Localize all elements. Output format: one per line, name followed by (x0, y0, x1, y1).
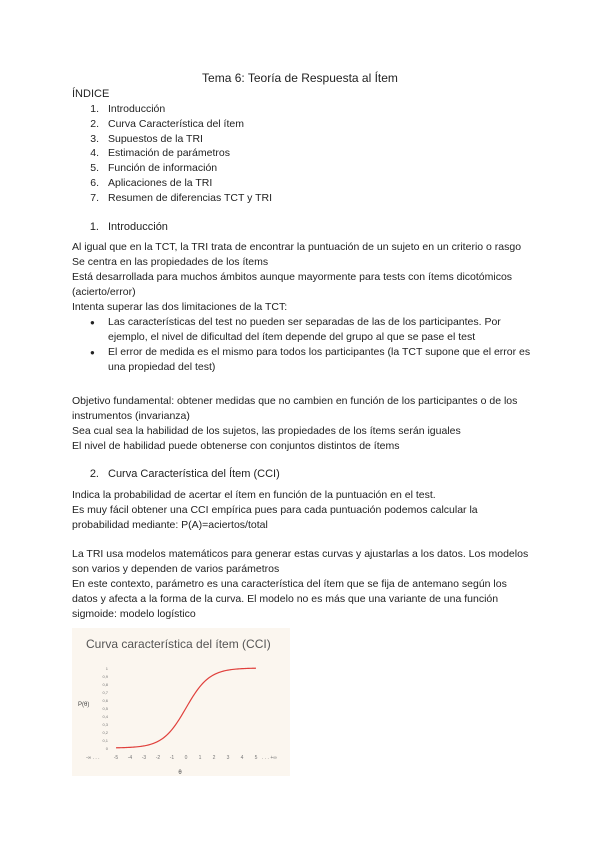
paragraph: La TRI usa modelos matemáticos para generar estas curvas y ajustarlas a los datos. Los modelos son varios y dependen de varios parámetros (72, 548, 529, 575)
index-heading: ÍNDICE (72, 88, 110, 100)
x-tick-label: -4 (127, 755, 133, 761)
x-tick-label: -∞ . . . (86, 755, 100, 761)
paragraph: En este contexto, parámetro es una característica del ítem que se fija de antemano según los datos y afecta a la forma de la curva. El modelo no es más que una variante de una función sigmoide: modelo logístico (72, 578, 507, 620)
x-tick-label: 4 (240, 755, 244, 761)
bullet-item: ● El error de medida es el mismo para todos los participantes (la TCT supone que el error es una propiedad del test) (72, 345, 532, 375)
toc-item: 5. Función de información (90, 162, 218, 175)
chart-title: Curva característica del ítem (CCI) (86, 637, 271, 651)
toc-item: 6. Aplicaciones de la TRI (90, 176, 213, 189)
section-2-body-2 (72, 547, 532, 622)
y-tick-label: 0,3 (102, 722, 108, 727)
paragraph: Objetivo fundamental: obtener medidas que no cambien en función de los participantes o de los instrumentos (invarianza) (72, 395, 518, 422)
x-tick-label: 3 (226, 755, 230, 761)
paragraph: Está desarrollada para muchos ámbitos aunque mayormente para tests con ítems dicotómicos (acierto/error) (72, 271, 513, 298)
toc-item: 1. Introducción (90, 103, 166, 115)
paragraph: Se centra en las propiedades de los ítems (72, 256, 269, 268)
x-axis-label: θ (178, 770, 182, 776)
table-of-contents (72, 102, 272, 206)
x-tick-label: -5 (113, 755, 119, 761)
paragraph: Al igual que en la TCT, la TRI trata de encontrar la puntuación de un sujeto en un criterio o rasgo (72, 241, 522, 253)
icc-chart (72, 628, 290, 776)
y-tick-label: 0 (105, 746, 108, 751)
section-1-heading: 1. Introducción (89, 221, 168, 233)
paragraph: Intenta superar las dos limitaciones de la TCT: (72, 301, 288, 313)
y-tick-label: 0,7 (102, 690, 108, 695)
y-tick-label: 0,1 (102, 738, 108, 743)
x-tick-label: 1 (198, 755, 202, 761)
y-tick-label: 1 (105, 666, 108, 671)
section-1-body-2 (72, 394, 532, 454)
y-tick-label: 0,8 (102, 682, 108, 687)
y-tick-label: 0,9 (102, 674, 108, 679)
toc-item: 2. Curva Característica del ítem (90, 117, 244, 130)
icc-curve-line (116, 668, 256, 748)
paragraph: El nivel de habilidad puede obtenerse con conjuntos distintos de ítems (72, 440, 400, 452)
bullet-list (72, 315, 532, 375)
y-tick-label: 0,4 (102, 714, 108, 719)
x-tick-label: -1 (169, 755, 175, 761)
x-tick-label: 2 (212, 755, 216, 761)
paragraph: Es muy fácil obtener una CCI empírica pues para cada puntuación podemos calcular la probabilidad mediante: P(A)=aciertos/total (72, 504, 478, 531)
x-tick-label: 5 (254, 755, 258, 761)
x-tick-label: . . . +∞ (262, 755, 277, 761)
toc-item: 3. Supuestos de la TRI (90, 132, 203, 145)
section-1-body (72, 240, 532, 375)
y-axis-label: P(θ) (78, 702, 90, 708)
x-tick-label: -2 (155, 755, 161, 761)
icc-chart-svg (72, 628, 290, 776)
section-2-heading: 2. Curva Característica del Ítem (CCI) (89, 468, 280, 480)
paragraph: Sea cual sea la habilidad de los sujetos, las propiedades de los ítems serán iguales (72, 425, 461, 437)
document-title: Tema 6: Teoría de Respuesta al Ítem (202, 71, 398, 85)
y-tick-label: 0,6 (102, 698, 108, 703)
toc-item: 4. Estimación de parámetros (90, 147, 230, 160)
toc-item: 7. Resumen de diferencias TCT y TRI (90, 191, 272, 204)
section-2-body (72, 488, 532, 533)
x-tick-label: 0 (184, 755, 188, 761)
y-tick-label: 0,5 (102, 706, 108, 711)
y-tick-label: 0,2 (102, 730, 108, 735)
paragraph: Indica la probabilidad de acertar el ítem en función de la puntuación en el test. (72, 489, 436, 501)
bullet-item: ● Las características del test no pueden ser separadas de las de los participantes. Por ejemplo, el nivel de dificultad del ítem depende del grupo al que se pase el test (72, 315, 532, 345)
x-tick-label: -3 (141, 755, 147, 761)
